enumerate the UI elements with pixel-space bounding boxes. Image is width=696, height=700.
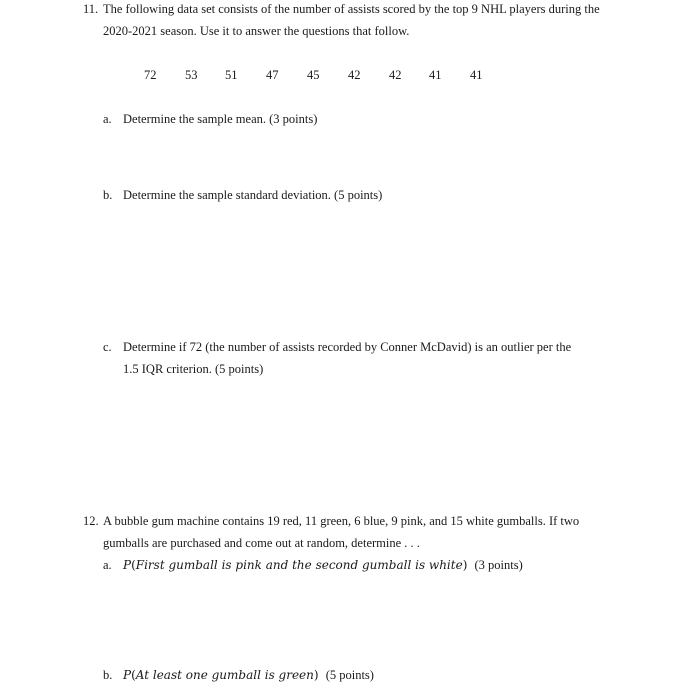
probability-symbol: P xyxy=(123,668,132,682)
close-paren: ) xyxy=(313,668,319,682)
open-paren: ( xyxy=(131,558,136,572)
data-value: 53 xyxy=(185,68,198,82)
q11-number: 11. xyxy=(83,2,99,16)
q11b-text: Determine the sample standard deviation. (5 points) xyxy=(123,188,383,202)
open-paren: ( xyxy=(131,668,136,682)
data-value: 51 xyxy=(225,68,238,82)
q12-stem-line1: A bubble gum machine contains 19 red, 11 green, 6 blue, 9 pink, and 15 white gumballs. If two xyxy=(103,514,580,528)
close-paren: ) xyxy=(462,558,468,572)
points: (5 points) xyxy=(325,668,374,682)
q11-stem-line2: 2020-2021 season. Use it to answer the questions that follow. xyxy=(103,24,410,38)
data-value: 41 xyxy=(429,68,442,82)
event-text: At least one gumball is green xyxy=(135,668,314,682)
q12b-expression xyxy=(123,668,374,683)
q11c-label: c. xyxy=(103,340,112,354)
q12a-expression xyxy=(123,558,523,573)
data-value: 42 xyxy=(389,68,402,82)
data-value: 47 xyxy=(266,68,279,82)
q11a-text: Determine the sample mean. (3 points) xyxy=(123,112,318,126)
q12-stem-line2: gumballs are purchased and come out at random, determine . . . xyxy=(103,536,420,550)
event-text: First gumball is pink and the second gumball is white xyxy=(135,558,463,572)
q11-stem-line1: The following data set consists of the number of assists scored by the top 9 NHL players during the xyxy=(103,2,600,16)
data-value: 41 xyxy=(470,68,483,82)
probability-symbol: P xyxy=(123,558,132,572)
q12a-label: a. xyxy=(103,558,112,572)
q12b-label: b. xyxy=(103,668,113,682)
points: (3 points) xyxy=(474,558,523,572)
q12-number: 12. xyxy=(83,514,99,528)
q11a-label: a. xyxy=(103,112,112,126)
q11c-text-line2: 1.5 IQR criterion. (5 points) xyxy=(123,362,264,376)
q11c-text-line1: Determine if 72 (the number of assists recorded by Conner McDavid) is an outlier per the xyxy=(123,340,572,354)
data-value: 42 xyxy=(348,68,361,82)
q11b-label: b. xyxy=(103,188,113,202)
data-value: 45 xyxy=(307,68,320,82)
data-value: 72 xyxy=(144,68,157,82)
